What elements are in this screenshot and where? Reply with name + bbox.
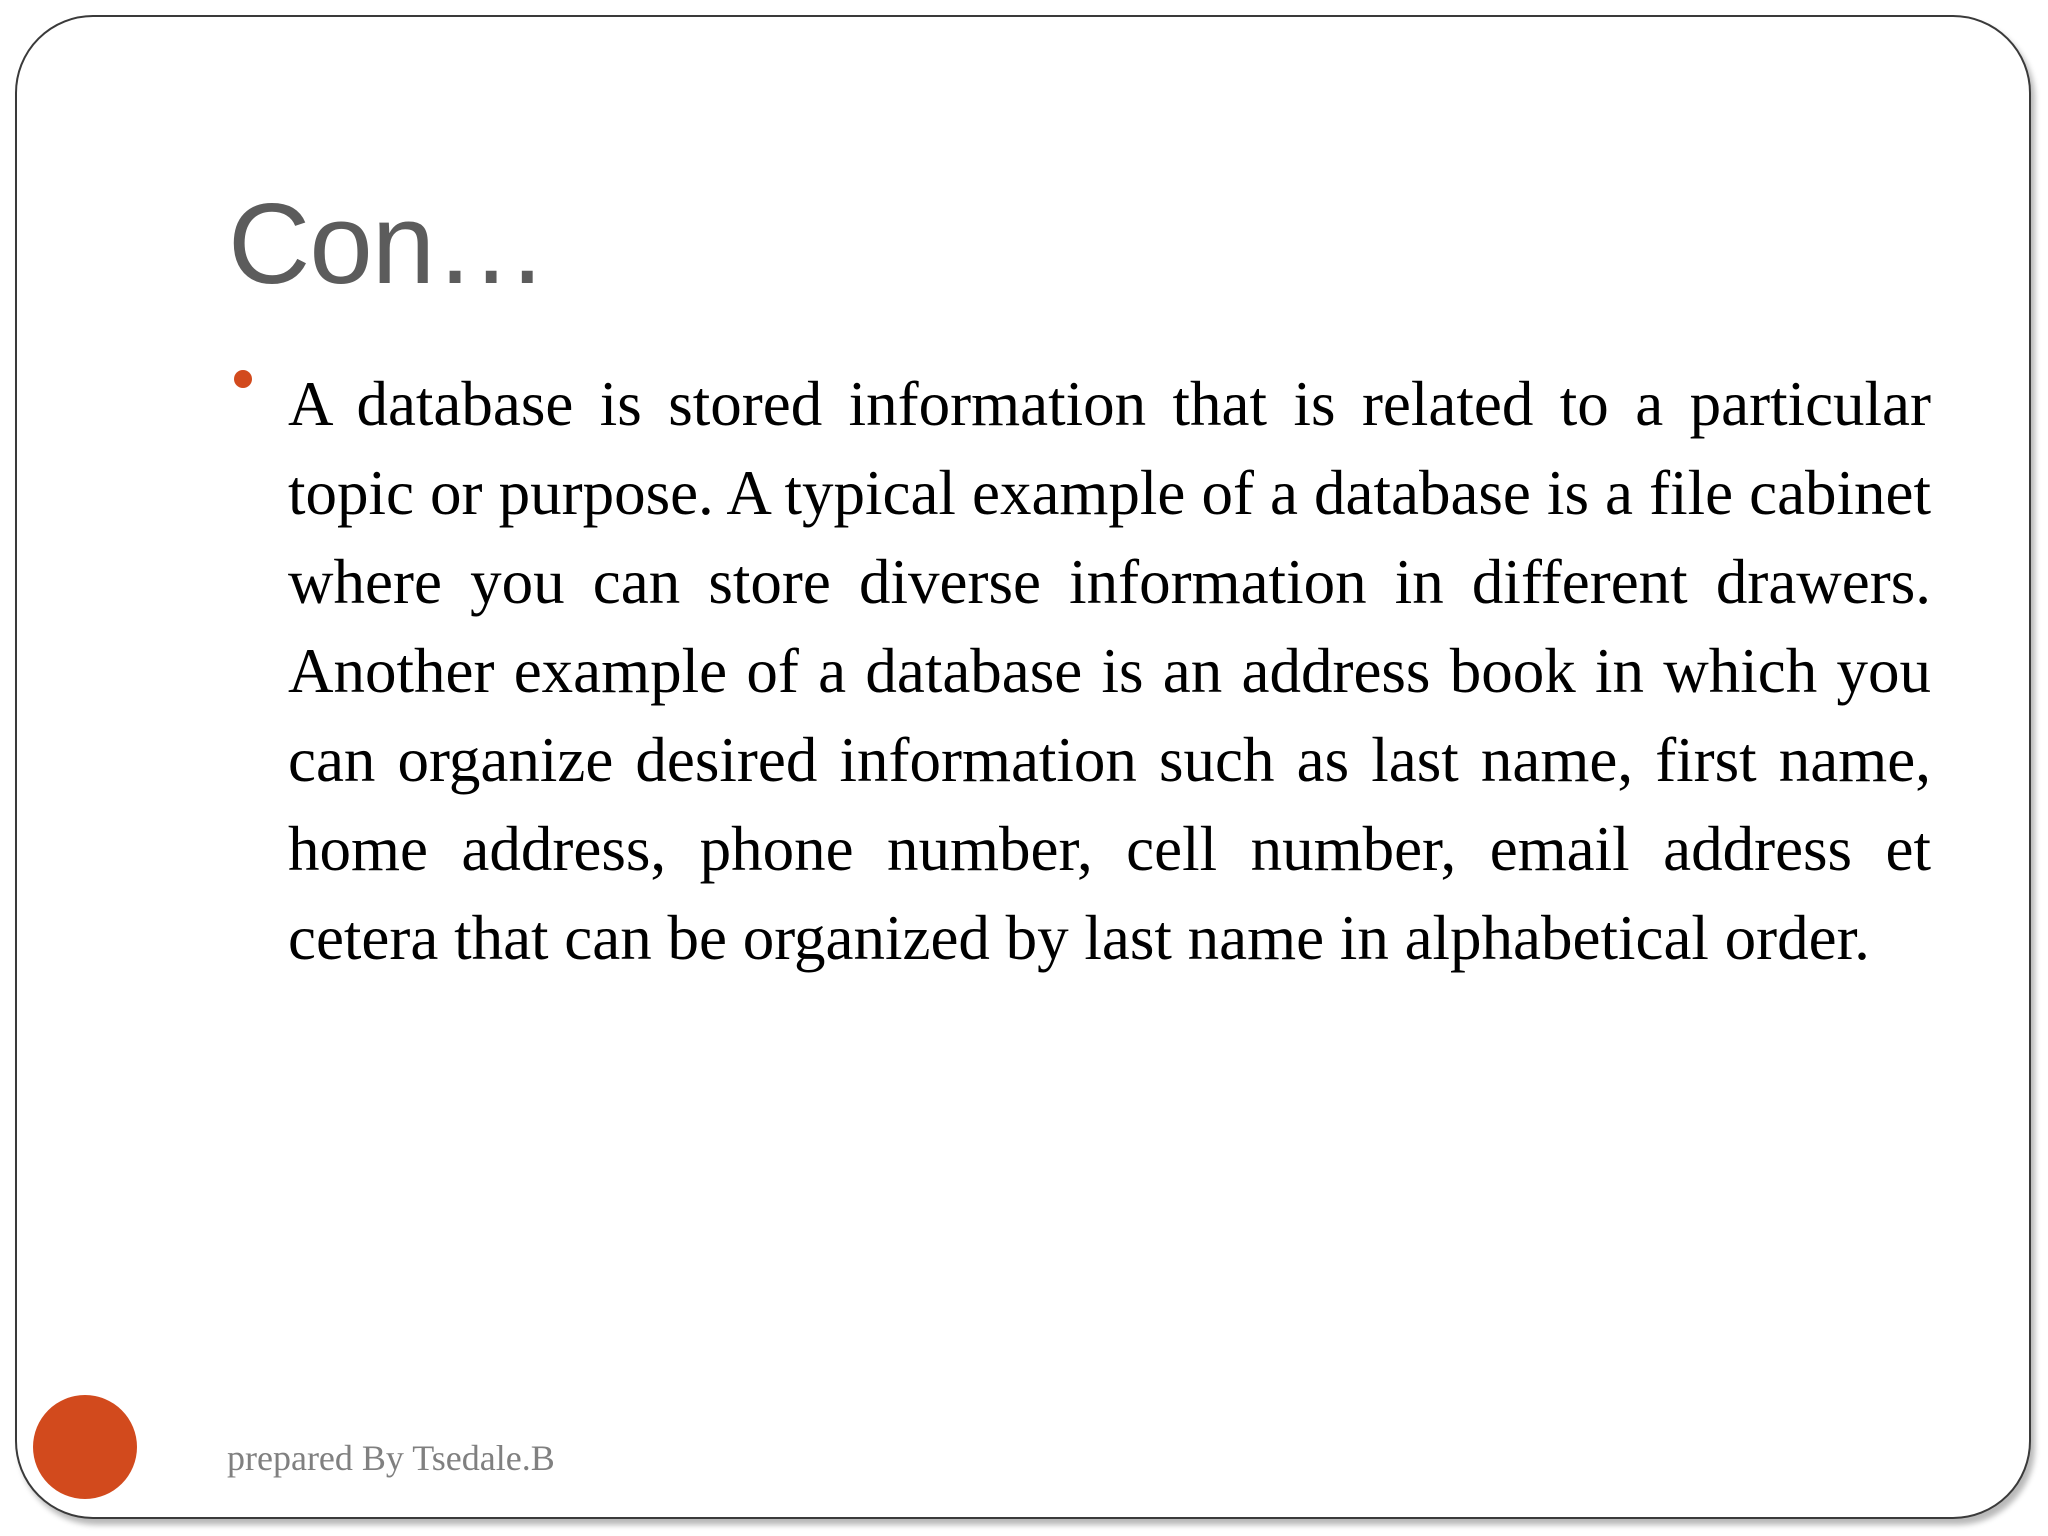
bullet-dot-icon	[234, 370, 252, 388]
bullet-text: A database is stored information that is related to a particular topic or purpose. A typical example of a database is a file cabinet where you can store diverse information in different drawers. Another example of a database is an address book in which you can organize desired information such as last name, first name, home address, phone number, cell number, email address et cetera that can be organized by last name in alphabetical order.	[288, 369, 1931, 973]
slide-title: Con…	[228, 181, 548, 308]
footer-credit: prepared By Tsedale.B	[227, 1438, 555, 1478]
footer-circle-icon	[33, 1395, 137, 1499]
slide	[15, 15, 2031, 1519]
